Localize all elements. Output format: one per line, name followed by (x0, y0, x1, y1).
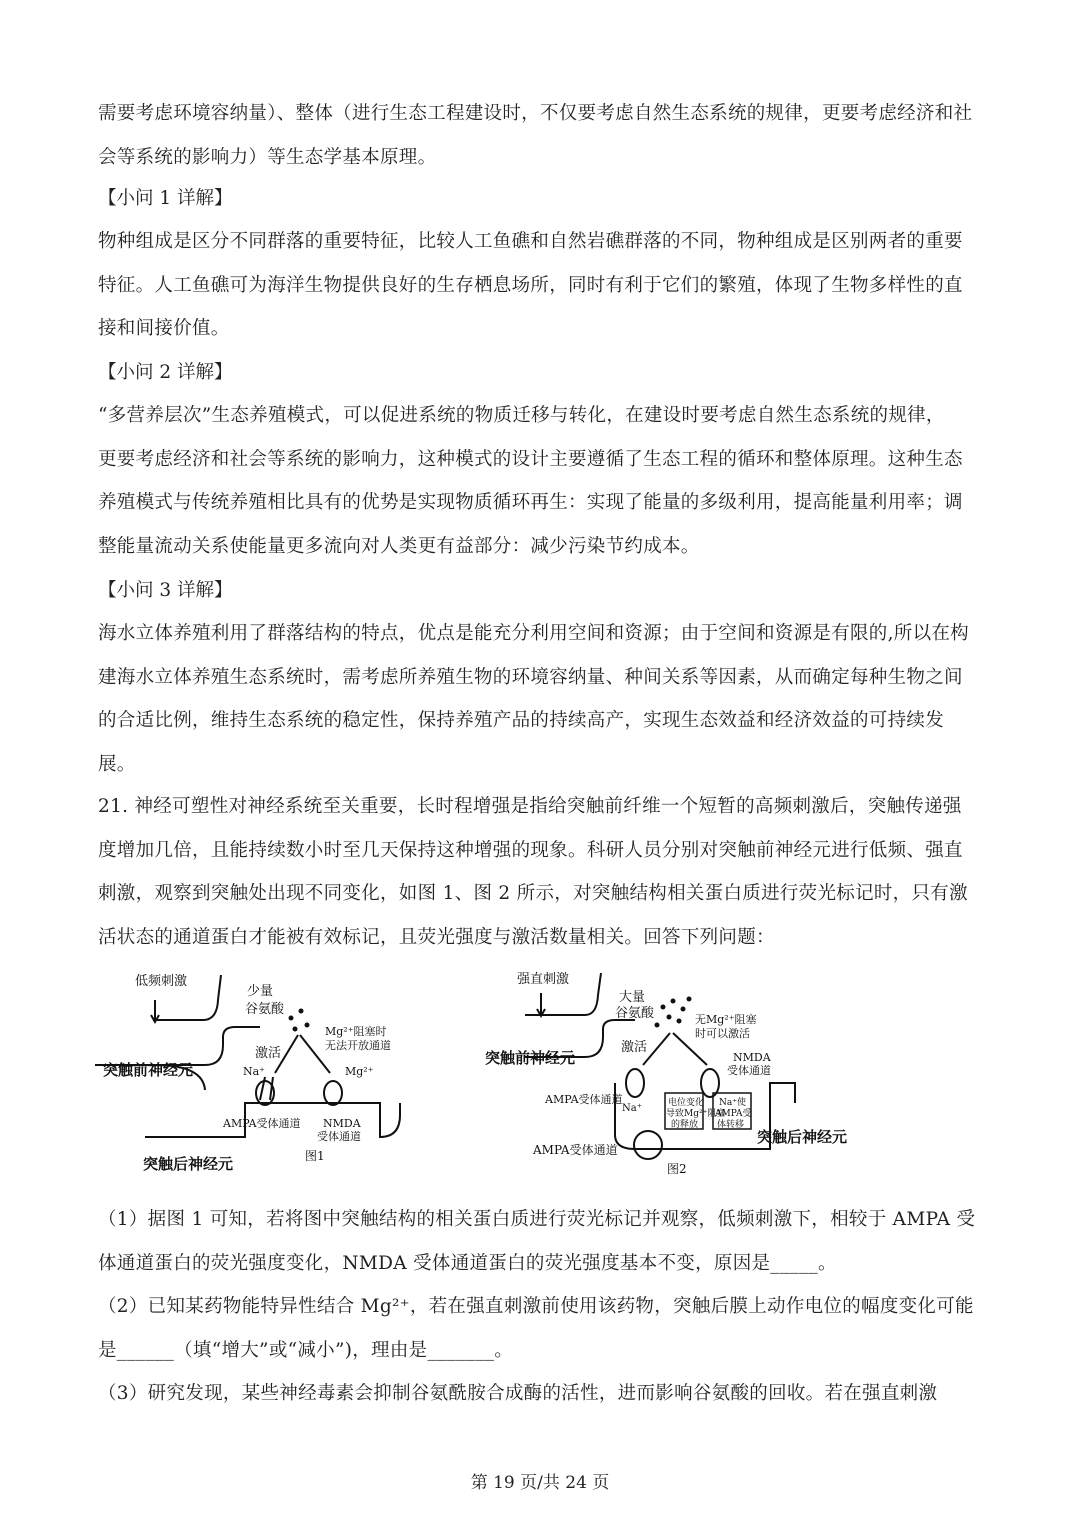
figure-2-caption: 图2 (667, 1162, 687, 1176)
presynaptic-label-1: 突触前神经元 (103, 1061, 194, 1079)
potential-2: 导致Mg²⁺阻塞 (666, 1109, 726, 1119)
activate-label-2: 激活 (621, 1040, 648, 1055)
q1-heading: 【小问 1 详解】 (98, 188, 233, 209)
nmda-label-1a: NMDA (323, 1117, 361, 1130)
ampa-label-1: AMPA受体通道 (223, 1117, 301, 1130)
glutamate-dot (671, 999, 676, 1004)
glutamate-dots-1 (289, 1009, 310, 1032)
nmda-receptor-1 (324, 1081, 342, 1105)
q1-paragraph (98, 220, 1014, 351)
subquestion-1 (98, 1198, 1014, 1285)
na-label-1: Na⁺ (243, 1065, 265, 1078)
ampa-upper-label: AMPA受体通道 (545, 1093, 623, 1106)
glutamate-dot (289, 1016, 294, 1021)
nmda-label-2b: 受体通道 (727, 1064, 771, 1077)
text-line: 展。 (98, 753, 136, 775)
ampa-receptor-2 (626, 1069, 644, 1097)
q2-heading: 【小问 2 详解】 (98, 362, 233, 383)
no-mg-2: 时可以激活 (695, 1027, 750, 1040)
stimulus-label-1: 低频刺激 (135, 974, 188, 989)
mg-label-1: Mg²⁺ (345, 1065, 374, 1078)
figure-1-labels (103, 973, 391, 1173)
no-mg-1: 无Mg²⁺阻塞 (695, 1013, 757, 1026)
text-line: 21. 神经可塑性对神经系统至关重要，长时程增强是指给突触前纤维一个短暂的高频刺激后，突触传递强 (98, 796, 962, 817)
text-line: 接和间接价值。 (98, 318, 230, 340)
text-line: 度增加几倍，且能持续数小时至几天保持这种增强的现象。科研人员分别对突触前神经元进行低频、强直 (98, 839, 963, 861)
glutamate-dots-2 (655, 997, 692, 1028)
text-line: 物种组成是区分不同群落的重要特征，比较人工鱼礁和自然岩礁群落的不同，物种组成是区别两者的重要 (98, 231, 963, 252)
figure-2-labels (485, 971, 847, 1176)
glutamate-amount-2: 大量 (619, 990, 646, 1005)
subquestion-2 (98, 1285, 1014, 1372)
text-line: 体通道蛋白的荧光强度变化，NMDA 受体通道蛋白的荧光强度基本不变，原因是_____。 (98, 1252, 837, 1274)
mg-block-1: Mg²⁺阻塞时 (325, 1025, 387, 1038)
presynaptic-label-2: 突触前神经元 (485, 1049, 576, 1067)
glutamate-dot (661, 1005, 666, 1010)
potential-1: 电位变化 (668, 1098, 705, 1108)
nmda-label-1b: 受体通道 (317, 1130, 361, 1143)
text-line: “多营养层次”生态养殖模式，可以促进系统的物质迁移与转化，在建设时要考虑自然生态系统的规律， (98, 405, 945, 426)
text-line: 整能量流动关系使能量更多流向对人类更有益部分：减少污染节约成本。 (98, 535, 700, 557)
ampa-lower-label: AMPA受体通道 (533, 1143, 618, 1157)
postsynaptic-label-1: 突触后神经元 (143, 1155, 234, 1173)
na-move-3: 体转移 (717, 1120, 745, 1130)
activate-label-1: 激活 (255, 1046, 282, 1061)
text-line: 是______（填“增大”或“减小”)，理由是_______。 (98, 1339, 514, 1361)
potential-3: 的释放 (671, 1120, 699, 1130)
activate-arrow-2 (643, 1033, 670, 1065)
synapse-figure (95, 965, 895, 1185)
glutamate-dot (299, 1009, 304, 1014)
text-line: （2）已知某药物能特异性结合 Mg²⁺，若在强直刺激前使用该药物，突触后膜上动作电位的幅度变化可能 (98, 1296, 974, 1317)
text-line: 刺激，观察到突触处出现不同变化，如图 1、图 2 所示，对突触结构相关蛋白质进行荧光标记时，只有激 (98, 883, 968, 905)
na-label-2: Na⁺ (622, 1103, 642, 1114)
glutamate-dot (655, 1023, 660, 1028)
text-line: 海水立体养殖利用了群落结构的特点，优点是能充分利用空间和资源；由于空间和资源是有限的,所以在构 (98, 623, 969, 644)
glutamate-dot (681, 1007, 686, 1012)
glutamate-dot (677, 1019, 682, 1024)
glutamate-dot (305, 1023, 310, 1028)
text-line: （1）据图 1 可知，若将图中突触结构的相关蛋白质进行荧光标记并观察，低频刺激下，相较于 AMPA 受 (98, 1209, 976, 1230)
text-line: 更要考虑经济和社会等系统的影响力，这种模式的设计主要遵循了生态工程的循环和整体原理。这种生态 (98, 448, 963, 470)
q2-paragraph (98, 394, 1014, 568)
subquestion-3 (98, 1372, 1014, 1416)
na-move-1: Na⁺使 (719, 1098, 746, 1108)
text-line: 特征。人工鱼礁可为海洋生物提供良好的生存栖息场所，同时有利于它们的繁殖，体现了生物多样性的直 (98, 274, 963, 296)
text-line: 的合适比例，维持生态系统的稳定性，保持养殖产品的持续高产，实现生态效益和经济效益的可持续发 (98, 710, 945, 732)
glutamate-label-2: 谷氨酸 (615, 1006, 655, 1021)
glutamate-amount-1: 少量 (247, 984, 274, 999)
na-move-2: AMPA受 (715, 1109, 752, 1119)
q3-heading: 【小问 3 详解】 (98, 580, 233, 601)
nmda-label-2a: NMDA (733, 1051, 771, 1064)
figure-1 (95, 975, 400, 1137)
stimulus-label-2: 强直刺激 (517, 972, 570, 987)
glutamate-label-1: 谷氨酸 (245, 1002, 285, 1017)
question-21-stem (98, 785, 1014, 959)
text-line: 建海水立体养殖生态系统时，需考虑所养殖生物的环境容纳量、种间关系等因素，从而确定每种生物之间 (98, 666, 963, 688)
text-line: 养殖模式与传统养殖相比具有的优势是实现物质循环再生：实现了能量的多级利用，提高能量利用率；调 (98, 492, 963, 514)
presynaptic-membrane-1b (95, 1027, 260, 1065)
postsynaptic-label-2: 突触后神经元 (757, 1128, 848, 1146)
text-line: 会等系统的影响力）等生态学基本原理。 (98, 146, 437, 168)
q3-paragraph (98, 612, 1014, 786)
text-line: 活状态的通道蛋白才能被有效标记，且荧光强度与激活数量相关。回答下列问题： (98, 926, 775, 948)
figure-1-caption: 图1 (305, 1149, 325, 1163)
page-footer: 第 19 页/共 24 页 (470, 1473, 610, 1493)
text-line: 需要考虑环境容纳量）、整体（进行生态工程建设时，不仅要考虑自然生态系统的规律，更要考虑经济和社 (98, 103, 973, 124)
glutamate-dot (667, 1015, 672, 1020)
glutamate-dot (687, 997, 692, 1002)
ampa-vesicle-2 (634, 1131, 662, 1159)
text-line: （3）研究发现，某些神经毒素会抑制谷氨酰胺合成酶的活性，进而影响谷氨酸的回收。若在强直刺激 (98, 1383, 938, 1404)
synapse-diagram (95, 965, 895, 1185)
glutamate-dot (293, 1027, 298, 1032)
mg-block-2: 无法开放通道 (325, 1039, 391, 1052)
intro-paragraph (98, 92, 1014, 179)
